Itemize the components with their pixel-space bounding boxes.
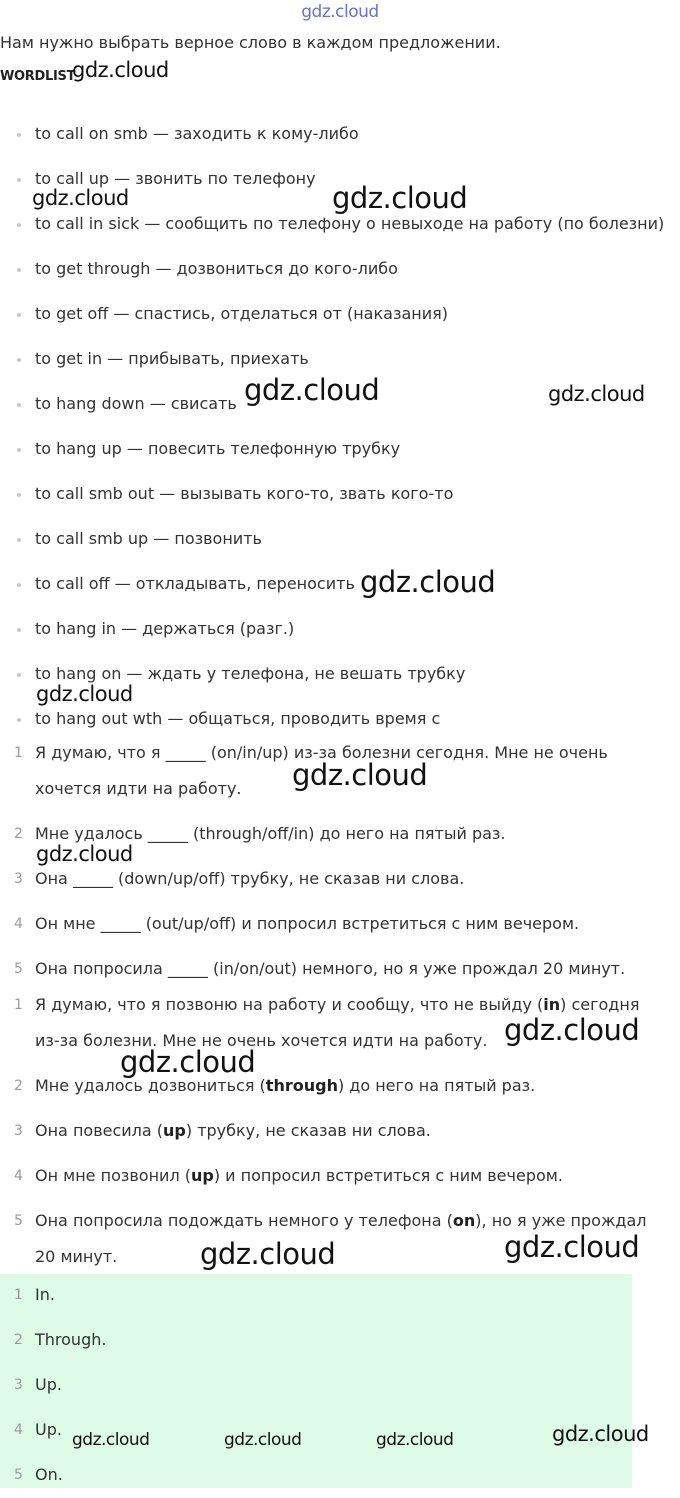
watermark: gdz.cloud <box>32 186 129 210</box>
item-number: 5 <box>14 1213 23 1229</box>
list-item: to hang on — ждать у телефона, не вешать трубку <box>0 651 680 696</box>
solution-item <box>0 1109 664 1154</box>
answer-word: through <box>265 1076 338 1095</box>
answer-text: Through. <box>35 1330 107 1349</box>
solution-text: ) сегодня из-за болезни. Мне не очень хочется идти на работу. <box>35 995 640 1050</box>
solution-text: Она повесила ( <box>35 1121 164 1140</box>
task-text: Я думаю, что я _____ (on/in/up) из-за болезни сегодня. Мне не очень хочется идти на работу. <box>35 743 608 798</box>
item-number: 4 <box>14 1168 23 1184</box>
watermark: gdz.cloud <box>360 565 496 599</box>
site-logo[interactable]: gdz.cloud <box>301 2 379 22</box>
watermark: gdz.cloud <box>552 1422 649 1446</box>
watermark: gdz.cloud <box>292 758 428 792</box>
watermark: gdz.cloud <box>72 1430 150 1450</box>
item-number: 1 <box>14 745 23 761</box>
task-text: Он мне _____ (out/up/off) и попросил встретиться с ним вечером. <box>35 914 580 933</box>
answer-item <box>0 1363 664 1408</box>
solution-text: ) и попросил встретиться с ним вечером. <box>213 1166 563 1185</box>
list-item: to call up — звонить по телефону <box>0 156 680 201</box>
answer-text: On. <box>35 1465 63 1484</box>
item-number: 2 <box>14 1078 23 1094</box>
watermark: gdz.cloud <box>504 1013 640 1047</box>
watermark: gdz.cloud <box>332 181 468 215</box>
watermark: gdz.cloud <box>548 382 645 406</box>
task-text: Она попросила _____ (in/on/out) немного, но я уже прождал 20 минут. <box>35 959 626 978</box>
list-item: to hang out wth — общаться, проводить время с <box>0 696 680 741</box>
answer-text: Up. <box>35 1375 62 1394</box>
watermark: gdz.cloud <box>36 682 133 706</box>
list-item: to call smb up — позвонить <box>0 516 680 561</box>
solution-item <box>0 1064 664 1109</box>
list-item: to get off — спастись, отделаться от (наказания) <box>0 291 680 336</box>
item-number: 5 <box>14 961 23 977</box>
answer-word: in <box>543 995 561 1014</box>
watermark: gdz.cloud <box>244 373 380 407</box>
item-number: 3 <box>14 871 23 887</box>
answer-item <box>0 1273 664 1318</box>
watermark: gdz.cloud <box>376 1430 454 1450</box>
solution-item <box>0 1154 664 1199</box>
answer-text: In. <box>35 1285 55 1304</box>
watermark: gdz.cloud <box>120 1045 256 1079</box>
list-item: to call in sick — сообщить по телефону о невыходе на работу (по болезни) <box>0 201 680 246</box>
watermark: gdz.cloud <box>72 58 169 82</box>
solution-text: Мне удалось дозвониться ( <box>35 1076 266 1095</box>
list-item: to call off — откладывать, переносить <box>0 561 680 606</box>
item-number: 1 <box>14 1287 23 1303</box>
answer-item <box>0 1453 664 1498</box>
answer-item <box>0 1318 664 1363</box>
item-number: 4 <box>14 1422 23 1438</box>
item-number: 3 <box>14 1377 23 1393</box>
item-number: 2 <box>14 1332 23 1348</box>
task-item <box>0 902 664 947</box>
list-item: to call smb out — вызывать кого-то, звать кого-то <box>0 471 680 516</box>
solution-text: ) трубку, не сказав ни слова. <box>185 1121 431 1140</box>
watermark: gdz.cloud <box>36 842 133 866</box>
solution-text: ) до него на пятый раз. <box>337 1076 536 1095</box>
item-number: 4 <box>14 916 23 932</box>
answer-box <box>0 1274 632 1488</box>
task-text: Она _____ (down/up/off) трубку, не сказав ни слова. <box>35 869 465 888</box>
answer-list <box>0 1273 664 1498</box>
answer-word: up <box>163 1121 186 1140</box>
watermark: gdz.cloud <box>200 1237 336 1271</box>
list-item: to hang down — свисать <box>0 381 680 426</box>
list-item: to call on smb — заходить к кому-либо <box>0 111 680 156</box>
answer-word: on <box>452 1211 476 1230</box>
item-number: 2 <box>14 826 23 842</box>
list-item: to get through — дозвониться до кого-либо <box>0 246 680 291</box>
watermark: gdz.cloud <box>224 1430 302 1450</box>
watermark: gdz.cloud <box>504 1230 640 1264</box>
intro-text: Нам нужно выбрать верное слово в каждом предложении. <box>0 33 501 52</box>
list-item: to get in — прибывать, приехать <box>0 336 680 381</box>
item-number: 1 <box>14 997 23 1013</box>
solution-text: Она попросила подождать немного у телефона ( <box>35 1211 453 1230</box>
list-item: to hang in — держаться (разг.) <box>0 606 680 651</box>
answer-word: up <box>191 1166 214 1185</box>
solution-text: ), но я уже прождал 20 минут. <box>35 1211 647 1266</box>
task-text: Мне удалось _____ (through/off/in) до него на пятый раз. <box>35 824 506 843</box>
answer-text: Up. <box>35 1420 62 1439</box>
wordlist-heading: WORDLIST <box>0 69 76 84</box>
item-number: 3 <box>14 1123 23 1139</box>
item-number: 5 <box>14 1467 23 1483</box>
list-item: to hang up — повесить телефонную трубку <box>0 426 680 471</box>
solution-text: Я думаю, что я позвоню на работу и сообщу, что не выйду ( <box>35 995 544 1014</box>
solution-text: Он мне позвонил ( <box>35 1166 191 1185</box>
